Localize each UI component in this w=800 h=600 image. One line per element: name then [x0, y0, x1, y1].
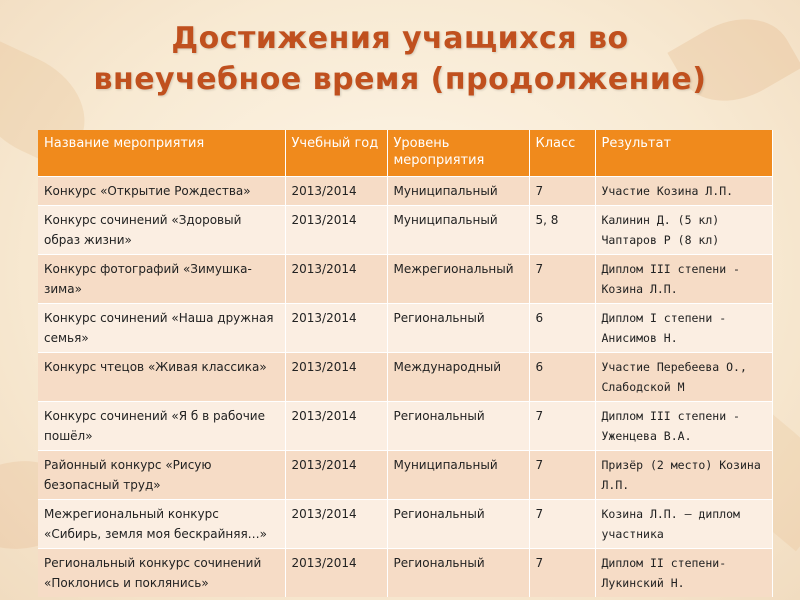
cell-level: Региональный	[387, 402, 529, 451]
cell-event: Конкурс сочинений «Я б в рабочие пошёл»	[38, 402, 285, 451]
cell-result: Козина Л.П. – диплом участника	[595, 500, 772, 549]
cell-year: 2013/2014	[285, 206, 387, 255]
cell-grade: 7	[529, 549, 595, 598]
table-row	[38, 451, 772, 500]
cell-year: 2013/2014	[285, 353, 387, 402]
cell-event: Конкурс фотографий «Зимушка-зима»	[38, 255, 285, 304]
cell-year: 2013/2014	[285, 500, 387, 549]
cell-grade: 6	[529, 353, 595, 402]
cell-result: Диплом III степени - Уженцева В.А.	[595, 402, 772, 451]
table-row	[38, 304, 772, 353]
table-header-row	[38, 130, 772, 177]
cell-level: Региональный	[387, 304, 529, 353]
cell-year: 2013/2014	[285, 304, 387, 353]
table-row	[38, 549, 772, 598]
cell-grade: 5, 8	[529, 206, 595, 255]
column-header-event: Название мероприятия	[38, 130, 285, 177]
table-row	[38, 353, 772, 402]
column-header-result: Результат	[595, 130, 772, 177]
cell-grade: 7	[529, 255, 595, 304]
cell-year: 2013/2014	[285, 177, 387, 206]
cell-level: Международный	[387, 353, 529, 402]
page-title-line-2: внеучебное время (продолжение)	[93, 62, 707, 97]
cell-year: 2013/2014	[285, 402, 387, 451]
cell-event: Межрегиональный конкурс «Сибирь, земля моя бескрайняя…»	[38, 500, 285, 549]
cell-grade: 6	[529, 304, 595, 353]
cell-level: Муниципальный	[387, 177, 529, 206]
cell-level: Региональный	[387, 500, 529, 549]
cell-grade: 7	[529, 500, 595, 549]
page-title-line-1: Достижения учащихся во	[171, 21, 629, 56]
cell-event: Конкурс «Открытие Рождества»	[38, 177, 285, 206]
cell-year: 2013/2014	[285, 255, 387, 304]
cell-result: Диплом II степени-Лукинский Н.	[595, 549, 772, 598]
cell-grade: 7	[529, 402, 595, 451]
table-row	[38, 177, 772, 206]
cell-event: Конкурс сочинений «Здоровый образ жизни»	[38, 206, 285, 255]
cell-result: Призёр (2 место) Козина Л.П.	[595, 451, 772, 500]
cell-year: 2013/2014	[285, 451, 387, 500]
table-row	[38, 402, 772, 451]
cell-event: Районный конкурс «Рисую безопасный труд»	[38, 451, 285, 500]
cell-year: 2013/2014	[285, 549, 387, 598]
column-header-year: Учебный год	[285, 130, 387, 177]
cell-result: Калинин Д. (5 кл) Чаптаров Р (8 кл)	[595, 206, 772, 255]
page-title	[0, 18, 800, 100]
cell-event: Конкурс сочинений «Наша дружная семья»	[38, 304, 285, 353]
cell-grade: 7	[529, 451, 595, 500]
cell-level: Межрегиональный	[387, 255, 529, 304]
cell-result: Диплом III степени - Козина Л.П.	[595, 255, 772, 304]
column-header-level: Уровень мероприятия	[387, 130, 529, 177]
cell-event: Региональный конкурс сочинений «Поклонись и поклянись»	[38, 549, 285, 598]
cell-result: Участие Козина Л.П.	[595, 177, 772, 206]
achievements-table	[38, 130, 773, 597]
column-header-grade: Класс	[529, 130, 595, 177]
cell-level: Муниципальный	[387, 451, 529, 500]
cell-result: Участие Перебеева О., Слабодской М	[595, 353, 772, 402]
cell-result: Диплом I степени - Анисимов Н.	[595, 304, 772, 353]
table-body	[38, 177, 772, 598]
cell-level: Региональный	[387, 549, 529, 598]
cell-grade: 7	[529, 177, 595, 206]
table-row	[38, 255, 772, 304]
table-row	[38, 206, 772, 255]
cell-event: Конкурс чтецов «Живая классика»	[38, 353, 285, 402]
cell-level: Муниципальный	[387, 206, 529, 255]
table-row	[38, 500, 772, 549]
